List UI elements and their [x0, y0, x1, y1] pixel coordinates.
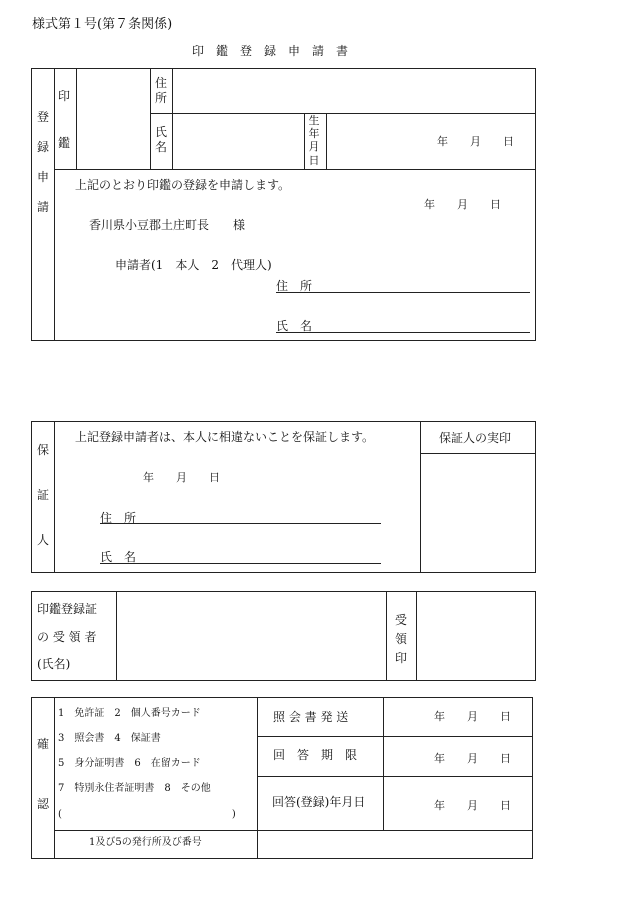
- id-option-other-field[interactable]: ( ): [58, 809, 236, 820]
- confirmation-side-divider: [54, 697, 55, 859]
- seal-label-top: 印: [58, 89, 71, 103]
- address-field[interactable]: [173, 69, 535, 112]
- confirmation-col-divider-2: [383, 697, 384, 830]
- guarantor-seal-box[interactable]: [421, 454, 535, 572]
- reply-registered-label: 回答(登録)年月日: [272, 795, 366, 809]
- guarantor-side-label: 保 証 人: [36, 443, 49, 547]
- guarantor-statement: 上記登録申請者は、本人に相違ないことを保証します。: [75, 430, 375, 444]
- seal-divider-2: [150, 68, 151, 169]
- inquiry-sent-date[interactable]: 年 月 日: [434, 710, 511, 723]
- confirmation-side-label: 確 認: [36, 737, 49, 811]
- seal-label-bottom: 鑑: [58, 136, 71, 150]
- page-title: 印 鑑 登 録 申 請 書: [192, 44, 349, 58]
- applicant-name-line[interactable]: [276, 332, 530, 333]
- form-number: 様式第１号(第７条関係): [32, 17, 173, 32]
- receipt-label-line3: (氏名): [37, 657, 71, 671]
- receipt-name-field[interactable]: [117, 592, 386, 680]
- receipt-label-line2: の 受 領 者: [37, 630, 97, 644]
- id-option-3-4[interactable]: 3 照会書 4 保証書: [58, 733, 161, 744]
- guarantor-name-label: 氏 名: [100, 550, 137, 564]
- applicant-address-line[interactable]: [276, 292, 530, 293]
- receipt-divider-2: [386, 591, 387, 681]
- reply-registered-date[interactable]: 年 月 日: [434, 799, 511, 812]
- receipt-seal-box[interactable]: [417, 592, 535, 680]
- birth-date-field[interactable]: 年 月 日: [437, 135, 514, 148]
- id-option-5-6[interactable]: 5 身分証明書 6 在留カード: [58, 758, 201, 769]
- birth-divider-1: [304, 113, 305, 169]
- id-option-1-2[interactable]: 1 免許証 2 個人番号カード: [58, 708, 201, 719]
- application-date[interactable]: 年 月 日: [424, 198, 501, 211]
- birth-divider-2: [326, 113, 327, 169]
- name-field[interactable]: [173, 114, 303, 168]
- registration-side-label: 登 録 申 請: [36, 110, 49, 214]
- confirmation-row-line-1: [257, 736, 533, 737]
- guarantor-date[interactable]: 年 月 日: [143, 471, 220, 484]
- recipient: 香川県小豆郡土庄町長 様: [89, 218, 246, 232]
- guarantor-name-line[interactable]: [100, 563, 381, 564]
- id-option-7-8[interactable]: 7 特別永住者証明書 8 その他: [58, 783, 211, 794]
- guarantor-seal-header: 保証人の実印: [439, 431, 512, 445]
- confirmation-row-line-2: [257, 776, 533, 777]
- confirmation-col-divider-1: [257, 697, 258, 859]
- reply-deadline-date[interactable]: 年 月 日: [434, 752, 511, 765]
- confirmation-bottom-row-line: [54, 830, 533, 831]
- application-statement: 上記のとおり印鑑の登録を申請します。: [75, 178, 291, 192]
- name-label: 氏 名: [154, 125, 167, 154]
- application-divider: [54, 169, 536, 170]
- guarantor-address-label: 住 所: [100, 511, 137, 525]
- seal-impression-box[interactable]: [77, 69, 149, 168]
- applicant-address-label: 住 所: [276, 279, 313, 293]
- receipt-seal-label: 受 領 印: [394, 613, 407, 666]
- guarantor-address-line[interactable]: [100, 523, 381, 524]
- inquiry-sent-label: 照 会 書 発 送: [273, 710, 349, 724]
- guarantor-side-divider: [54, 421, 55, 573]
- registration-side-divider: [54, 68, 55, 341]
- birth-label: 生 年 月 日: [308, 114, 320, 167]
- applicant-name-label: 氏 名: [276, 319, 313, 333]
- issuer-note: 1及び5の発行所及び番号: [89, 837, 202, 848]
- reply-deadline-label: 回 答 期 限: [273, 748, 358, 762]
- applicant-type: 申請者(1 本人 2 代理人): [115, 258, 272, 272]
- receipt-label-line1: 印鑑登録証: [37, 602, 98, 616]
- address-label: 住 所: [154, 76, 167, 105]
